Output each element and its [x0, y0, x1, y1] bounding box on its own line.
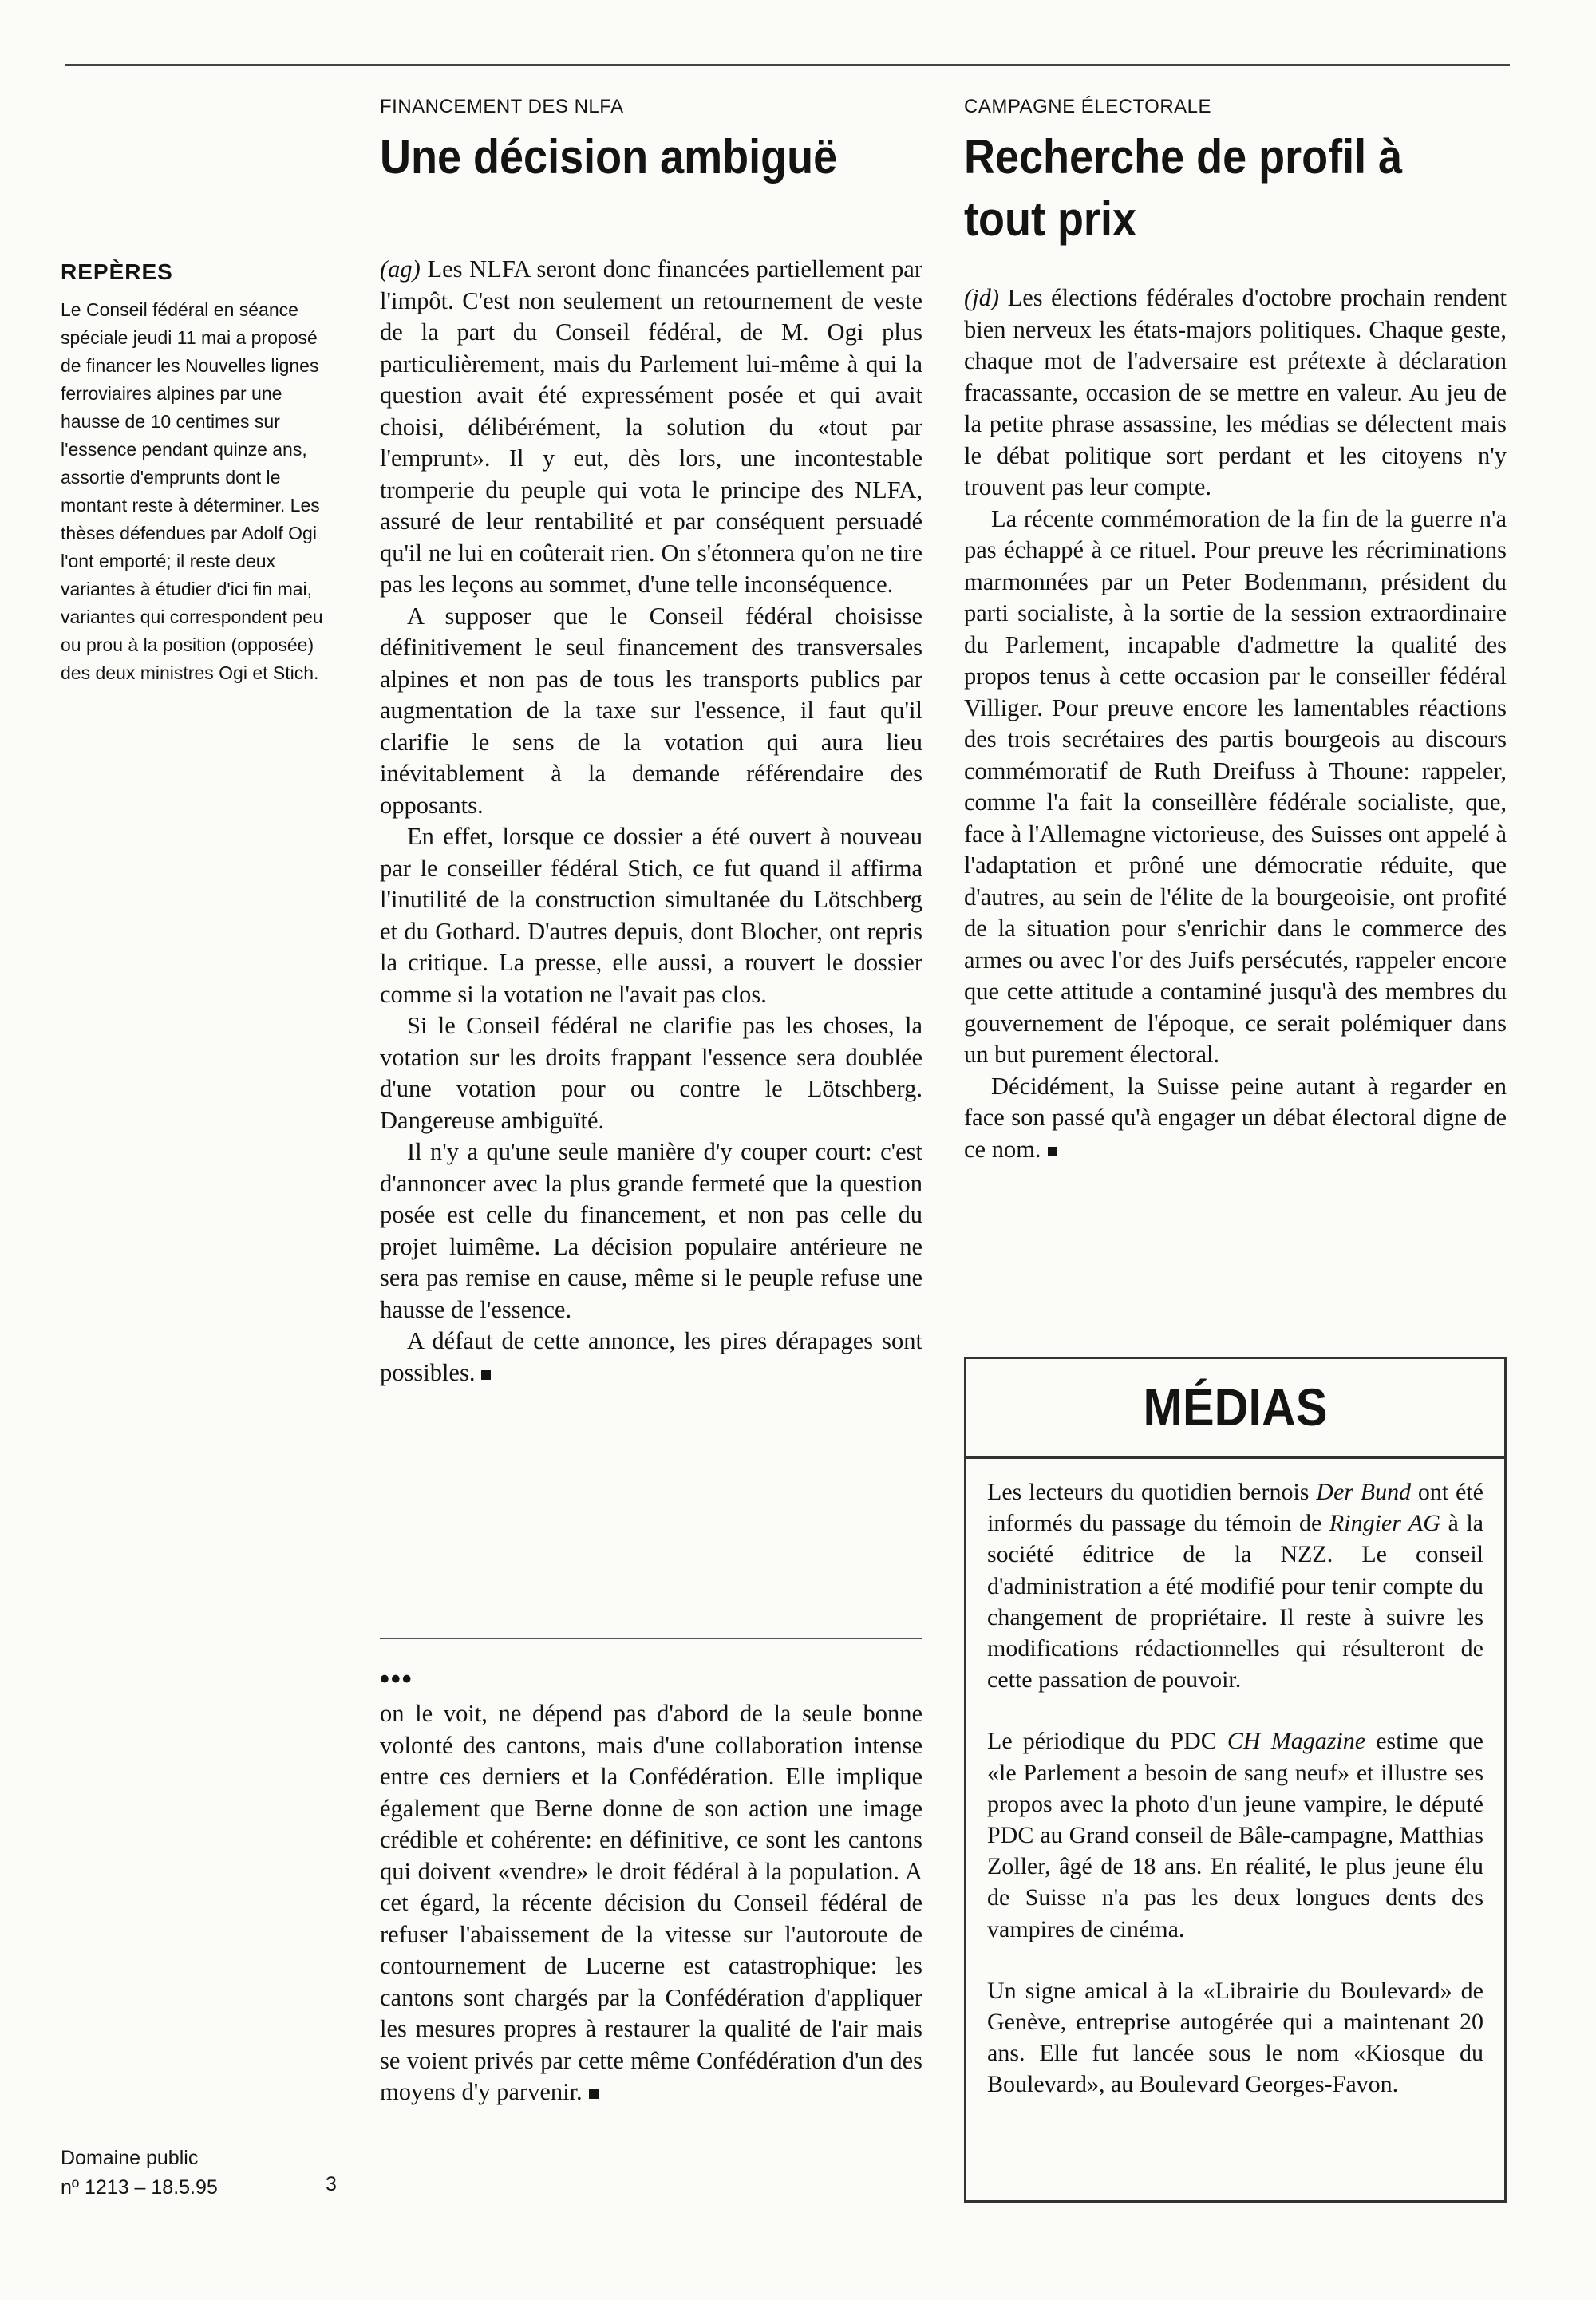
article-paragraph: Il n'y a qu'une seule manière d'y couper court: c'est d'annoncer avec la plus grande fermeté que la question posée est celle du financement, et non pas celle du projet luimême. La décision populaire antérieure ne sera pas remise en cause, même si le peuple refuse une hausse de l'essence.: [380, 1138, 922, 1323]
article-campagne-kicker: CAMPAGNE ÉLECTORALE: [964, 96, 1212, 117]
author-signature: (ag): [380, 255, 421, 283]
article-paragraph: (ag) Les NLFA seront donc financées partiellement par l'impôt. C'est non seulement un retournement de veste de la part du Conseil fédéral, de M. Ogi plus particulièrement, mais du Parlement lui-même à qui la question avait été expressément posée et qui avait choisi, délibérément, la solution du «tout par l'emprunt». Il y eut, dès lors, une incontestable tromperie du peuple qui vota le principe des NLFA, assuré de leur rentabilité et par conséquent persuadé qu'il ne lui en coûterait rien. On s'étonnera qu'on ne tire pas les leçons au sommet, d'une telle inconséquence.: [380, 255, 922, 598]
medias-box: [964, 1357, 1507, 2203]
medias-body: [987, 1476, 1483, 2100]
end-of-article-mark: [1048, 1147, 1057, 1156]
medias-item: Le périodique du PDC CH Magazine estime que «le Parlement a besoin de sang neuf» et illustre ses propos avec la photo d'un jeune vampire, le député PDC au Grand conseil de Bâle-campagne, Matthias Zoller, âgé de 18 ans. En réalité, le plus jeune élu de Suisse n'a pas les deux longues dents des vampires de cinéma.: [987, 1728, 1483, 1942]
sidebar-title: REPÈRES: [61, 259, 173, 284]
continuation-text: on le voit, ne dépend pas d'abord de la seule bonne volonté des cantons, mais d'une collaboration intense entre ces derniers et la Confédération. Elle implique également que Berne donne de son action une image crédible et cohérente: en définitive, ce sont les cantons qui doivent «vendre» le droit fédéral à la population. A cet égard, la récente décision du Conseil fédéral de refuser l'abaissement de la vitesse sur l'autoroute de contournement de Lucerne est catastrophique: les cantons sont chargés par la Confédération d'appliquer les mesures propres à restaurer la qualité de l'air mais se voient privés par cette même Confédération d'un des moyens d'y parvenir.: [380, 1700, 922, 2105]
medias-title: MÉDIAS: [1143, 1377, 1328, 1437]
end-of-article-mark: [481, 1370, 491, 1380]
article-paragraph: A défaut de cette annonce, les pires dérapages sont possibles.: [380, 1327, 922, 1386]
article-nlfa-header: [380, 96, 922, 188]
publication-name: Domaine public: [61, 2147, 199, 2169]
article-paragraph: (jd) Les élections fédérales d'octobre prochain rendent bien nerveux les états-majors politiques. Chaque geste, chaque mot de l'adversaire est prétexte à déclaration fracassante, occasion de se mettre en valeur. Au jeu de la petite phrase assassine, les médias se délectent mais le débat politique sort perdant et les citoyens n'y trouvent pas leur compte.: [964, 284, 1507, 500]
article-nlfa-headline: Une décision ambiguë: [380, 130, 838, 184]
article-campagne-headline: Recherche de profil à tout prix: [964, 130, 1403, 246]
issue-info: nº 1213 – 18.5.95: [61, 2176, 218, 2199]
article-paragraph: A supposer que le Conseil fédéral choisisse définitivement le seul financement des transversales alpines et non pas de tous les transports publics par augmentation de la taxe sur l'essence, il faut qu'il clarifie le sens de la votation qui aura lieu inévitablement à la demande référendaire des opposants.: [380, 602, 922, 819]
medias-item: Les lecteurs du quotidien bernois Der Bund ont été informés du passage du témoin de Ringier AG à la société éditrice de la NZZ. Le conseil d'administration a été modifié pour tenir compte du changement de propriétaire. Il reste à suivre les modifications rédactionnelles qui résulteront de cette passation de pouvoir.: [987, 1479, 1484, 1693]
article-paragraph: En effet, lorsque ce dossier a été ouvert à nouveau par le conseiller fédéral Stich, ce fut quand il affirma l'inutilité de la construction simultanée du Lötschberg et du Gothard. D'autres depuis, dont Blocher, ont repris la critique. La presse, elle aussi, a rouvert le dossier comme si la votation ne l'avait pas clos.: [380, 823, 922, 1008]
sidebar-text: Le Conseil fédéral en séance spéciale jeudi 11 mai a proposé de financer les Nouvelles lignes ferroviaires alpines par une hausse de 10 centimes sur l'essence pendant quinze ans, assortie d'emprunts dont le montant reste à déterminer. Les thèses défendues par Adolf Ogi l'ont emporté; il reste deux variantes à étudier d'ici fin mai, variantes qui correspondent peu ou prou à la position (opposée) des deux ministres Ogi et Stich.: [61, 299, 323, 683]
page-footer: [61, 2144, 218, 2203]
author-signature: (jd): [964, 284, 1000, 311]
continuation-rule: [380, 1638, 922, 1639]
medias-item: Un signe amical à la «Librairie du Boulevard» de Genève, entreprise autogérée qui a maintenant 20 ans. Elle fut lancée sous le nom «Kiosque du Boulevard», au Boulevard Georges-Favon.: [987, 1977, 1483, 2098]
reperes-sidebar: [61, 259, 342, 687]
continuation-body: [380, 1698, 922, 2108]
article-paragraph: Décidément, la Suisse peine autant à regarder en face son passé qu'à engager un débat électoral digne de ce nom.: [964, 1072, 1507, 1163]
top-rule: [65, 64, 1510, 66]
medias-rule: [966, 1456, 1504, 1459]
article-campagne-header: [964, 96, 1507, 251]
article-campagne-body: [964, 283, 1507, 1165]
page-number: 3: [326, 2173, 337, 2195]
article-nlfa-kicker: FINANCEMENT DES NLFA: [380, 96, 624, 117]
article-paragraph: La récente commémoration de la fin de la guerre n'a pas échappé à ce rituel. Pour preuve les récriminations marmonnées par un Peter Bodenmann, président du parti socialiste, à la sortie de la session extraordinaire du Parlement, incapable d'admettre la qualité des propos tenus à cette occasion par le conseiller fédéral Villiger. Pour preuve encore les lamentables réactions des trois secrétaires des partis bourgeois au discours commémoratif de Ruth Dreifuss à Thoune: rappeler, comme l'a fait la conseillère fédérale socialiste, que, face à l'Allemagne victorieuse, des Suisses ont appelé à l'adaptation et prôné une démocratie réduite, que d'autres, au sein de l'élite de la bourgeoisie, ont profité de la situation pour s'enrichir dans le commerce des armes ou avec l'or des Juifs persécutés, rappeler encore que cette attitude a contaminé jusqu'à des membres du gouvernement de l'époque, ce serait polémiquer dans un but purement électoral.: [964, 504, 1507, 1068]
article-nlfa-body: [380, 254, 922, 1389]
article-paragraph: Si le Conseil fédéral ne clarifie pas les choses, la votation sur les droits frappant l'essence sera doublée d'une votation pour ou contre le Lötschberg. Dangereuse ambiguïté.: [380, 1012, 922, 1134]
end-of-article-mark: [589, 2089, 598, 2099]
continuation-marker: •••: [380, 1664, 413, 1694]
